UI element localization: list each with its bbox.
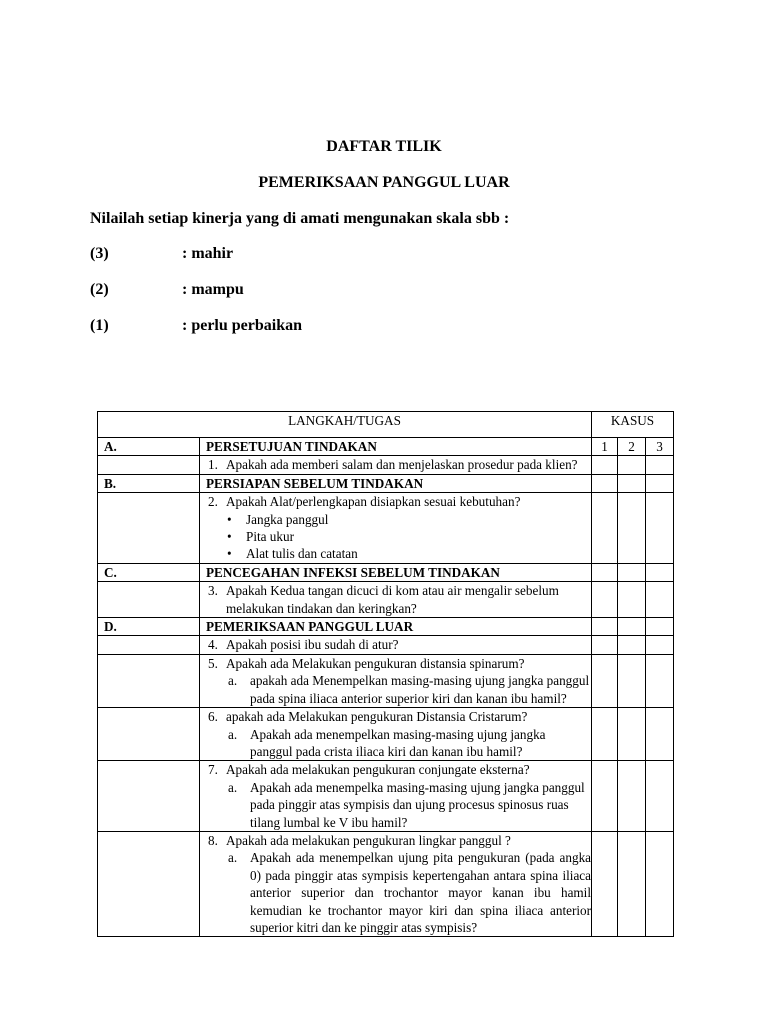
task-cell	[200, 456, 592, 474]
score-cell[interactable]	[618, 708, 646, 761]
item-number: 5.	[208, 655, 218, 671]
score-cell[interactable]	[646, 636, 674, 654]
scale-desc: : perlu perbaikan	[182, 317, 303, 334]
item-number: 1.	[208, 457, 218, 473]
table-row	[98, 456, 674, 474]
score-cell[interactable]	[592, 761, 618, 832]
item-number: 8.	[208, 832, 218, 848]
table-row	[98, 831, 674, 936]
empty-cell	[98, 636, 200, 654]
score-cell[interactable]	[618, 761, 646, 832]
scale-desc: : mahir	[182, 245, 234, 262]
score-cell[interactable]	[592, 654, 618, 707]
score-cell[interactable]	[592, 493, 618, 564]
table-row	[98, 582, 674, 618]
header-task: LANGKAH/TUGAS	[98, 412, 592, 438]
item-text: Apakah ada Melakukan pengukuran distansia spinarum?	[226, 655, 525, 671]
score-cell[interactable]	[646, 761, 674, 832]
empty-cell	[98, 654, 200, 707]
empty-cell	[98, 831, 200, 936]
bullet-text: Pita ukur	[246, 529, 294, 545]
scale-desc: : mampu	[182, 281, 244, 298]
scale-code: (2)	[90, 281, 109, 298]
bullet-icon: •	[227, 511, 232, 527]
empty-cell	[98, 493, 200, 564]
case-col-2: 2	[618, 438, 646, 456]
score-cell[interactable]	[592, 636, 618, 654]
task-cell	[200, 493, 592, 564]
score-cell[interactable]	[618, 831, 646, 936]
bullet-text: Jangka panggul	[246, 511, 329, 527]
score-cell[interactable]	[618, 582, 646, 618]
scale-code: (3)	[90, 245, 109, 262]
score-cell[interactable]	[618, 456, 646, 474]
table-row	[98, 636, 674, 654]
sub-item-text: Apakah ada menempelkan ujung pita pengukuran (pada angka 0) pada pinggir atas sympisis kepertengahan antara spina iliaca anterior superior dan trochantor mayor kanan ibu hamil kemudian ke trochantor mayor kiri dan spina iliaca anterior superior kitri dan ke pinggir atas sympisis?	[250, 850, 592, 935]
section-letter: D.	[98, 618, 200, 636]
item-text: Apakah ada memberi salam dan menjelaskan prosedur pada klien?	[226, 457, 578, 473]
section-letter: B.	[98, 474, 200, 492]
item-text: Apakah posisi ibu sudah di atur?	[226, 637, 399, 653]
empty-cell	[98, 708, 200, 761]
score-cell[interactable]	[646, 456, 674, 474]
instruction-text: Nilailah setiap kinerja yang di amati mengunakan skala sbb :	[90, 210, 510, 227]
score-cell[interactable]	[592, 708, 618, 761]
task-cell	[200, 654, 592, 707]
sub-item-letter: a.	[228, 673, 238, 689]
score-cell[interactable]	[646, 582, 674, 618]
scale-row-1	[90, 317, 590, 337]
section-title: PERSIAPAN SEBELUM TINDAKAN	[200, 474, 592, 492]
item-text: Apakah ada melakukan pengukuran conjungate eksterna?	[226, 762, 530, 778]
table-row	[98, 493, 674, 564]
task-cell	[200, 831, 592, 936]
task-cell	[200, 708, 592, 761]
document-subtitle: PEMERIKSAAN PANGGUL LUAR	[258, 174, 510, 191]
table-row	[98, 708, 674, 761]
sub-item-letter: a.	[228, 779, 238, 795]
sub-item-letter: a.	[228, 726, 238, 742]
score-cell[interactable]	[592, 456, 618, 474]
section-title: PENCEGAHAN INFEKSI SEBELUM TINDAKAN	[200, 563, 592, 581]
empty-cell	[98, 582, 200, 618]
item-number: 6.	[208, 709, 218, 725]
score-cell[interactable]	[646, 831, 674, 936]
bullet-text: Alat tulis dan catatan	[246, 546, 358, 562]
section-title: PERSETUJUAN TINDAKAN	[200, 438, 592, 456]
task-cell	[200, 761, 592, 832]
checklist-table	[97, 411, 674, 937]
sub-item-letter: a.	[228, 850, 238, 866]
table-row	[98, 654, 674, 707]
scale-code: (1)	[90, 317, 109, 334]
case-col-1: 1	[592, 438, 618, 456]
section-letter: C.	[98, 563, 200, 581]
score-cell[interactable]	[618, 636, 646, 654]
item-text: Apakah Kedua tangan dicuci di kom atau air mengalir sebelum melakukan tindakan dan keringkan?	[226, 583, 559, 616]
scale-row-2	[90, 281, 590, 301]
score-cell[interactable]	[618, 493, 646, 564]
item-number: 3.	[208, 583, 218, 599]
score-cell[interactable]	[646, 654, 674, 707]
sub-item-text: apakah ada Menempelkan masing-masing ujung jangka panggul pada spina iliaca anterior superior kiri dan kanan ibu hamil?	[250, 673, 590, 706]
header-case: KASUS	[592, 412, 674, 438]
bullet-icon: •	[227, 546, 232, 562]
score-cell[interactable]	[592, 582, 618, 618]
task-cell	[200, 582, 592, 618]
item-text: apakah ada Melakukan pengukuran Distansia Cristarum?	[226, 709, 528, 725]
document-title: DAFTAR TILIK	[326, 138, 442, 155]
scale-row-3	[90, 245, 590, 265]
table-row	[98, 761, 674, 832]
item-number: 7.	[208, 762, 218, 778]
bullet-icon: •	[227, 529, 232, 545]
item-text: Apakah ada melakukan pengukuran lingkar panggul ?	[226, 832, 511, 848]
section-title: PEMERIKSAAN PANGGUL LUAR	[200, 618, 592, 636]
score-cell[interactable]	[618, 654, 646, 707]
task-cell	[200, 636, 592, 654]
score-cell[interactable]	[646, 708, 674, 761]
sub-item-text: Apakah ada menempelka masing-masing ujung jangka panggul pada pinggir atas sympisis dan ujung procesus spinosus ruas tilang lumbal ke V ibu hamil?	[250, 779, 585, 830]
case-col-3: 3	[646, 438, 674, 456]
empty-cell	[98, 456, 200, 474]
empty-cell	[98, 761, 200, 832]
item-text: Apakah Alat/perlengkapan disiapkan sesuai kebutuhan?	[226, 494, 521, 510]
score-cell[interactable]	[592, 831, 618, 936]
sub-item-text: Apakah ada menempelkan masing-masing ujung jangka panggul pada crista iliaca kiri dan kanan ibu hamil?	[250, 726, 546, 759]
item-number: 2.	[208, 494, 218, 510]
section-letter: A.	[98, 438, 200, 456]
item-number: 4.	[208, 637, 218, 653]
score-cell[interactable]	[646, 493, 674, 564]
